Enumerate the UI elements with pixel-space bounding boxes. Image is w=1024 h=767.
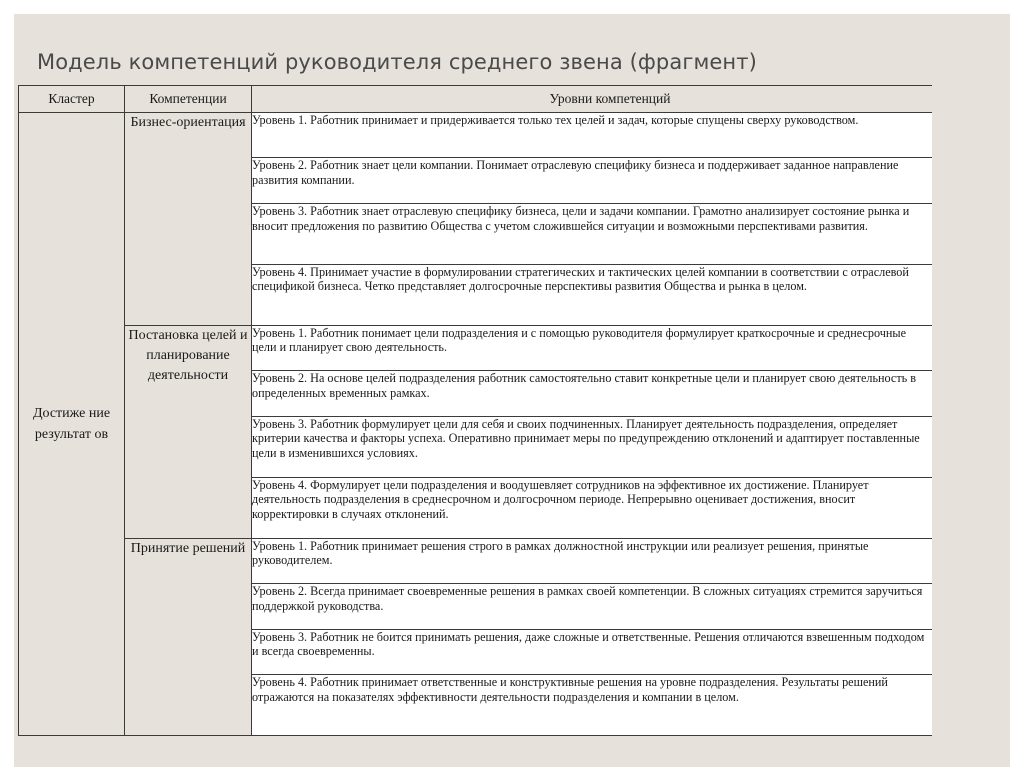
table-row [19,325,933,370]
level-cell [252,113,933,158]
level-cell [252,325,933,370]
slide-title: Модель компетенций руководителя среднего звена (фрагмент) [37,50,757,74]
level-cell [252,584,933,629]
level-cell [252,674,933,735]
level-text: Уровень 3. Работник формулирует цели для себя и своих подчиненных. Планирует деятельность подразделения, определяет критерии качества и факторы успеха. Оперативно принимает меры по предупреждению отклонений и адаптирует поставленные цели в изменившихся условиях. [252,416,920,460]
level-cell [252,264,933,325]
level-text: Уровень 2. Работник знает цели компании. Понимает отраслевую специфику бизнеса и поддерживает заданное направление развития компании. [252,158,899,188]
header-cluster: Кластер [19,86,125,113]
header-levels: Уровни компетенций [252,86,933,113]
level-cell [252,477,933,538]
competency-business-orientation: Бизнес-ориентация [125,113,252,326]
level-text: Уровень 4. Работник принимает ответственные и конструктивные решения на уровне подразделения. Результаты решений отражаются на показателях эффективности деятельности подразделения и компании в целом. [252,674,888,704]
competency-decision-making: Принятие решений [125,538,252,735]
cluster-cell: Достиже ние результат ов [19,113,125,736]
level-text: Уровень 1. Работник понимает цели подразделения и с помощью руководителя формулирует краткосрочные и среднесрочные цели и планирует свою деятельность. [252,325,906,355]
level-cell [252,158,933,203]
level-text: Уровень 2. На основе целей подразделения работник самостоятельно ставит конкретные цели и планирует свою деятельность в определенных временных рамках. [252,371,917,400]
table-header-row [19,86,933,113]
table-row [19,113,933,158]
level-text: Уровень 3. Работник не боится принимать решения, даже сложные и ответственные. Решения отличаются взвешенным подходом и всегда своевременны. [252,629,925,659]
level-text: Уровень 1. Работник принимает решения строго в рамках должностной инструкции или реализует решения, принятые руководителем. [252,538,869,568]
level-text: Уровень 4. Формулирует цели подразделения и воодушевляет сотрудников на эффективное их достижение. Планирует деятельность подразделения в среднесрочном и долгосрочном периоде. Непрерывно оценивает достижения, вносит корректировки в случаях отклонений. [252,477,869,521]
competency-table [18,85,932,736]
slide [14,14,1010,767]
competency-goal-setting: Постановка целей и планирование деятельности [125,325,252,538]
level-text: Уровень 3. Работник знает отраслевую специфику бизнеса, цели и задачи компании. Грамотно анализирует состояние рынка и вносит предложения по развитию Общества с учетом сложившейся ситуации и возможными перспективами развития. [252,203,910,233]
level-cell [252,416,933,477]
level-cell [252,538,933,583]
level-text: Уровень 4. Принимает участие в формулировании стратегических и тактических целей компании в соответствии с отраслевой спецификой бизнеса. Четко представляет долгосрочные перспективы развития Общества и рынка в целом. [252,264,909,294]
table-row [19,538,933,583]
level-text: Уровень 2. Всегда принимает своевременные решения в рамках своей компетенции. В сложных ситуациях стремится заручиться поддержкой руководства. [252,584,923,613]
level-cell [252,371,933,416]
level-cell [252,203,933,264]
level-cell [252,629,933,674]
header-competencies: Компетенции [125,86,252,113]
level-text: Уровень 1. Работник принимает и придерживается только тех целей и задач, которые спущены сверху руководством. [252,113,859,127]
competency-table-wrapper [18,85,932,736]
